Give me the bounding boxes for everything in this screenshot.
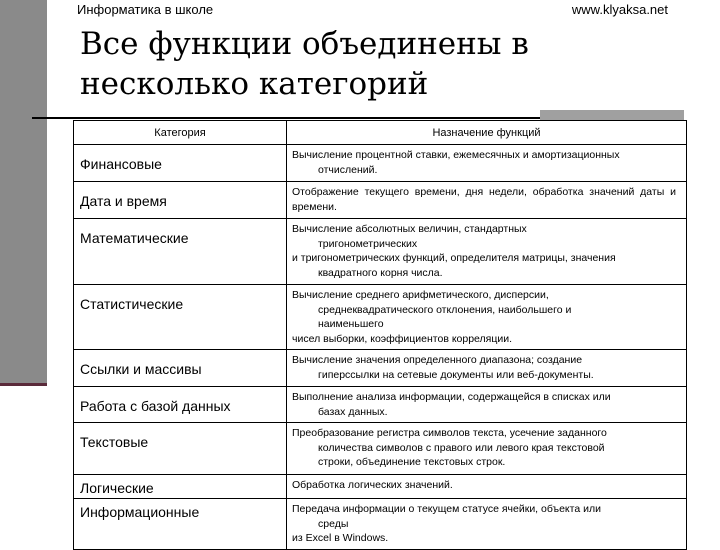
description-cell [287,285,687,350]
description-line: Обработка логических значений. [292,479,453,491]
table-row [74,475,687,499]
table-header-row [74,121,687,145]
table-row [74,387,687,423]
description-line: среды [318,517,349,530]
category-cell: Математические [74,219,287,285]
description-cell [287,475,687,499]
table-row [74,145,687,182]
description-line: чисел выборки, коэффициентов корреляции. [292,332,513,345]
column-header-category: Категория [74,121,287,145]
description-line: количества символов с правого или левого края текстовой [318,441,605,454]
functions-table [73,120,687,550]
table-row [74,499,687,550]
description-line: Отображение текущего времени, дня недели, обработка значений даты и времени. [292,186,676,213]
description-line: Вычисление значения определенного диапазона; создание [292,354,583,366]
left-decorative-bar [0,0,47,383]
category-cell: Ссылки и массивы [74,350,287,387]
table-row [74,423,687,475]
category-cell: Статистические [74,285,287,350]
category-cell: Финансовые [74,145,287,182]
description-line: тригонометрических [318,237,418,250]
description-cell [287,219,687,285]
description-line: Вычисление среднего арифметического, дисперсии, [292,289,549,301]
category-cell: Информационные [74,499,287,550]
description-cell [287,387,687,423]
title-underline [32,117,577,119]
table-row [74,350,687,387]
table-row [74,219,687,285]
description-line: Вычисление процентной ставки, ежемесячных и амортизационных [292,149,620,161]
description-cell [287,423,687,475]
description-line: среднеквадратического отклонения, наибольшего и [318,303,572,316]
description-cell [287,145,687,182]
description-line: Преобразование регистра символов текста, усечение заданного [292,427,607,439]
description-line: квадратного корня числа. [318,266,443,279]
description-line: Вычисление абсолютных величин, стандартных [292,223,527,235]
table-row [74,285,687,350]
description-line: отчислений. [318,163,378,176]
slide-title: Все функции объединены в несколько категорий [80,26,529,102]
description-line: из Excel в Windows. [292,532,389,544]
description-line: базах данных. [318,405,388,418]
description-line: строки, объединение текстовых строк. [318,456,506,468]
category-cell: Работа с базой данных [74,387,287,423]
category-cell: Логические [74,475,287,499]
column-header-purpose: Назначение функций [287,121,687,145]
description-line: Выполнение анализа информации, содержащейся в списках или [292,391,611,403]
header-site-url: www.klyaksa.net [571,2,668,17]
description-cell [287,182,687,219]
header-left-text: Информатика в школе [77,2,214,17]
category-cell: Дата и время [74,182,287,219]
description-line: и тригонометрических функций, определителя матрицы, значения [292,252,616,264]
description-line: наименьшего [318,318,384,330]
description-cell [287,350,687,387]
description-line: гиперссылки на сетевые документы или веб-документы. [318,368,594,381]
left-bar-accent [0,383,47,386]
category-cell: Текстовые [74,423,287,475]
table-row [74,182,687,219]
description-line: Передача информации о текущем статусе ячейки, объекта или [292,503,601,515]
description-cell [287,499,687,550]
